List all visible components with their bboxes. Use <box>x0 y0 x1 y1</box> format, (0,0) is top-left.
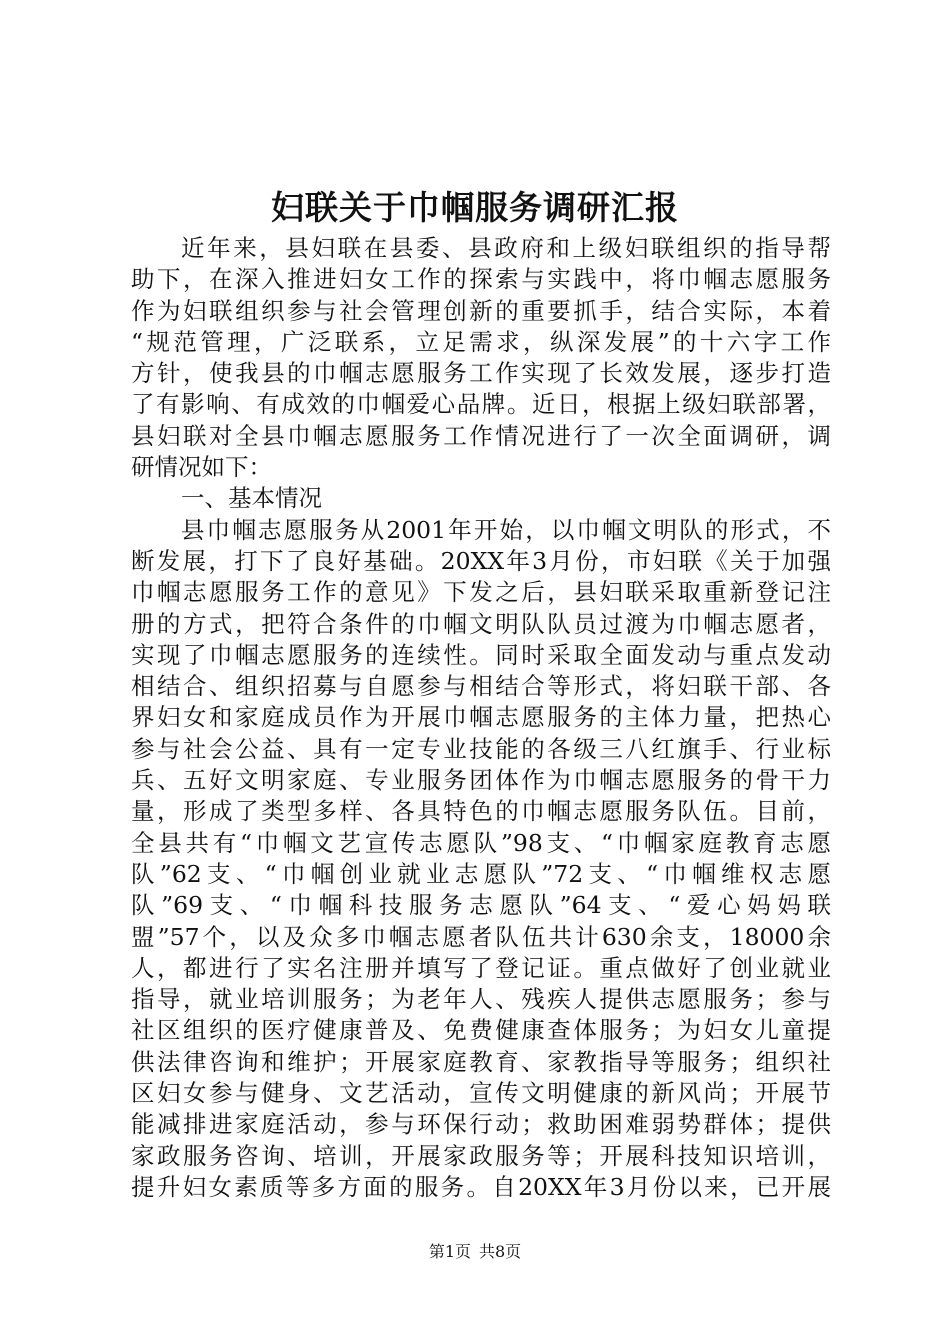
text-line: 助下，在深入推进妇女工作的探索与实践中，将巾帼志愿服务 <box>131 265 831 294</box>
text-line: 研情况如下： <box>131 453 272 482</box>
text-line: 参与社会公益、具有一定专业技能的各级三八红旗手、行业标 <box>131 734 831 763</box>
text-line: 断发展，打下了良好基础。20XX年3月份，市妇联《关于加强 <box>131 546 831 575</box>
text-line: 方针，使我县的巾帼志愿服务工作实现了长效发展，逐步打造 <box>131 359 831 388</box>
text-line: 近年来，县妇联在县委、县政府和上级妇联组织的指导帮 <box>181 234 831 262</box>
text-line: 界妇女和家庭成员作为开展巾帼志愿服务的主体力量，把热心 <box>131 703 831 732</box>
text-line: 供法律咨询和维护；开展家庭教育、家教指导等服务；组织社 <box>131 1047 831 1076</box>
document-title: 妇联关于巾帼服务调研汇报 <box>271 188 679 227</box>
text-line: 作为妇联组织参与社会管理创新的重要抓手，结合实际，本着 <box>131 296 831 325</box>
text-line: 队”69支、“巾帼科技服务志愿队”64支、“爱心妈妈联 <box>131 891 831 920</box>
text-line: 量，形成了类型多样、各具特色的巾帼志愿服务队伍。目前， <box>131 797 831 826</box>
text-line: 巾帼志愿服务工作的意见》下发之后，县妇联采取重新登记注 <box>131 578 831 607</box>
document-body <box>131 233 831 1203</box>
page-number-current: 第1页 <box>428 1242 471 1261</box>
text-line: 提升妇女素质等多方面的服务。自20XX年3月份以来，已开展 <box>131 1172 831 1201</box>
text-line: 实现了巾帼志愿服务的连续性。同时采取全面发动与重点发动 <box>131 640 831 669</box>
section-heading: 一、基本情况 <box>181 484 322 513</box>
text-line: 人，都进行了实名注册并填写了登记证。重点做好了创业就业 <box>131 953 831 982</box>
text-line: 相结合、组织招募与自愿参与相结合等形式，将妇联干部、各 <box>131 672 831 701</box>
text-line: 兵、五好文明家庭、专业服务团体作为巾帼志愿服务的骨干力 <box>131 766 831 795</box>
text-line: 社区组织的医疗健康普及、免费健康查体服务；为妇女儿童提 <box>131 1016 831 1045</box>
text-line: 区妇女参与健身、文艺活动，宣传文明健康的新风尚；开展节 <box>131 1079 831 1108</box>
text-line: 能减排进家庭活动，参与环保行动；救助困难弱势群体；提供 <box>131 1110 831 1139</box>
text-line: 队”62支、“巾帼创业就业志愿队”72支、“巾帼维权志愿 <box>131 859 831 888</box>
text-line: 家政服务咨询、培训，开展家政服务等；开展科技知识培训， <box>131 1141 831 1170</box>
text-line: 县巾帼志愿服务从2001年开始，以巾帼文明队的形式，不 <box>181 515 831 544</box>
text-line: 盟”57个，以及众多巾帼志愿者队伍共计630余支，18000余 <box>131 922 831 951</box>
text-line: “规范管理，广泛联系，立足需求，纵深发展”的十六字工作 <box>131 327 831 356</box>
text-line: 县妇联对全县巾帼志愿服务工作情况进行了一次全面调研，调 <box>131 421 831 450</box>
page-number-total: 共8页 <box>479 1242 522 1261</box>
text-line: 了有影响、有成效的巾帼爱心品牌。近日，根据上级妇联部署， <box>131 390 831 419</box>
text-line: 指导，就业培训服务；为老年人、残疾人提供志愿服务；参与 <box>131 985 831 1014</box>
text-line: 册的方式，把符合条件的巾帼文明队队员过渡为巾帼志愿者， <box>131 609 831 638</box>
page-footer <box>0 1240 950 1264</box>
text-line: 全县共有“巾帼文艺宣传志愿队”98支、“巾帼家庭教育志愿 <box>131 828 831 857</box>
